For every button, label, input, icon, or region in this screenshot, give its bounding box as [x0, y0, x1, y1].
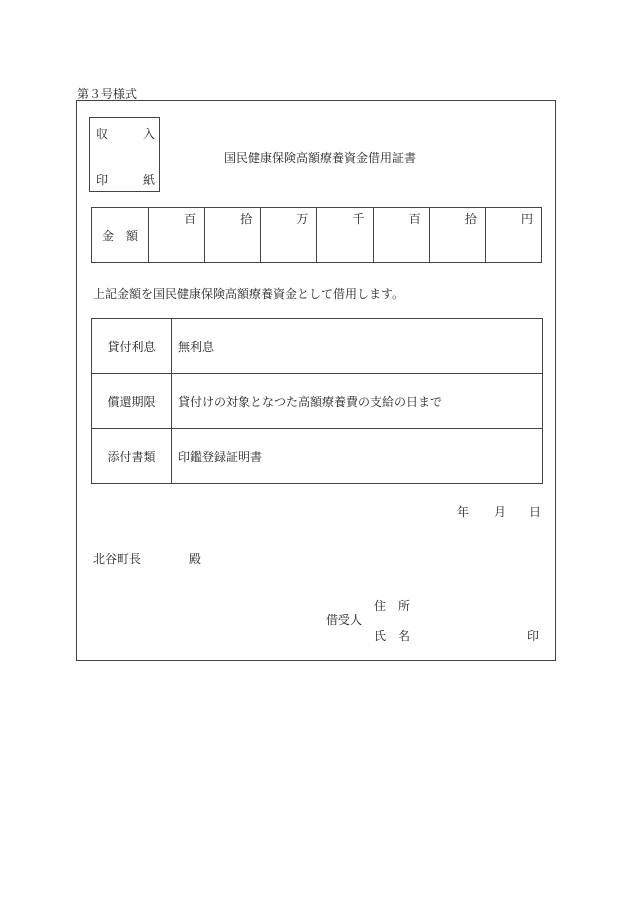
- form-number: 第３号様式: [77, 87, 138, 101]
- amount-digit-cell[interactable]: [429, 208, 485, 263]
- unit-man: 万: [296, 212, 309, 226]
- date-month-label: 月: [494, 505, 507, 519]
- amount-digit-cell[interactable]: [149, 208, 205, 263]
- unit-hyaku-man: 百: [184, 212, 197, 226]
- attachments-value: 印鑑登録証明書: [172, 429, 543, 484]
- unit-hyaku: 百: [408, 212, 421, 226]
- amount-label-cell: [92, 208, 149, 263]
- terms-row-interest: [92, 319, 543, 374]
- loan-terms-table: [91, 318, 543, 484]
- interest-value: 無利息: [172, 319, 543, 374]
- document-title: 国民健康保険高額療養資金借用証書: [224, 151, 417, 165]
- unit-juu-man: 拾: [240, 212, 253, 226]
- addressee: 北谷町長: [93, 552, 142, 566]
- date-year-label: 年: [457, 505, 470, 519]
- borrower-role-label: 借受人: [326, 613, 363, 627]
- stamp-char-2: 入: [143, 127, 156, 141]
- amount-digit-cell[interactable]: [261, 208, 317, 263]
- loan-statement: 上記金額を国民健康保険高額療養資金として借用します。: [93, 287, 405, 301]
- repayment-value: 貸付けの対象となつた高額療養費の支給の日まで: [172, 374, 543, 429]
- date-day-label: 日: [529, 505, 542, 519]
- borrower-address-label: 住 所: [374, 599, 411, 613]
- stamp-char-4: 紙: [143, 173, 156, 187]
- borrower-name-label: 氏 名: [374, 629, 411, 643]
- repayment-label: 償還期限: [92, 374, 172, 429]
- amount-row: [92, 208, 542, 263]
- stamp-char-3: 印: [96, 173, 109, 187]
- interest-label: 貸付利息: [92, 319, 172, 374]
- stamp-char-1: 収: [96, 127, 109, 141]
- amount-label: 金 額: [101, 228, 138, 243]
- terms-row-repayment: [92, 374, 543, 429]
- revenue-stamp-box: [89, 117, 160, 192]
- amount-digit-cell[interactable]: [373, 208, 429, 263]
- terms-row-attachments: [92, 429, 543, 484]
- unit-juu: 拾: [464, 212, 477, 226]
- attachments-label: 添付書類: [92, 429, 172, 484]
- amount-digit-cell[interactable]: [485, 208, 541, 263]
- seal-mark: 印: [527, 629, 540, 643]
- unit-sen: 千: [352, 212, 365, 226]
- unit-yen: 円: [520, 212, 533, 226]
- amount-table: [91, 207, 542, 263]
- amount-digit-cell[interactable]: [205, 208, 261, 263]
- amount-digit-cell[interactable]: [317, 208, 373, 263]
- honorific: 殿: [189, 552, 202, 566]
